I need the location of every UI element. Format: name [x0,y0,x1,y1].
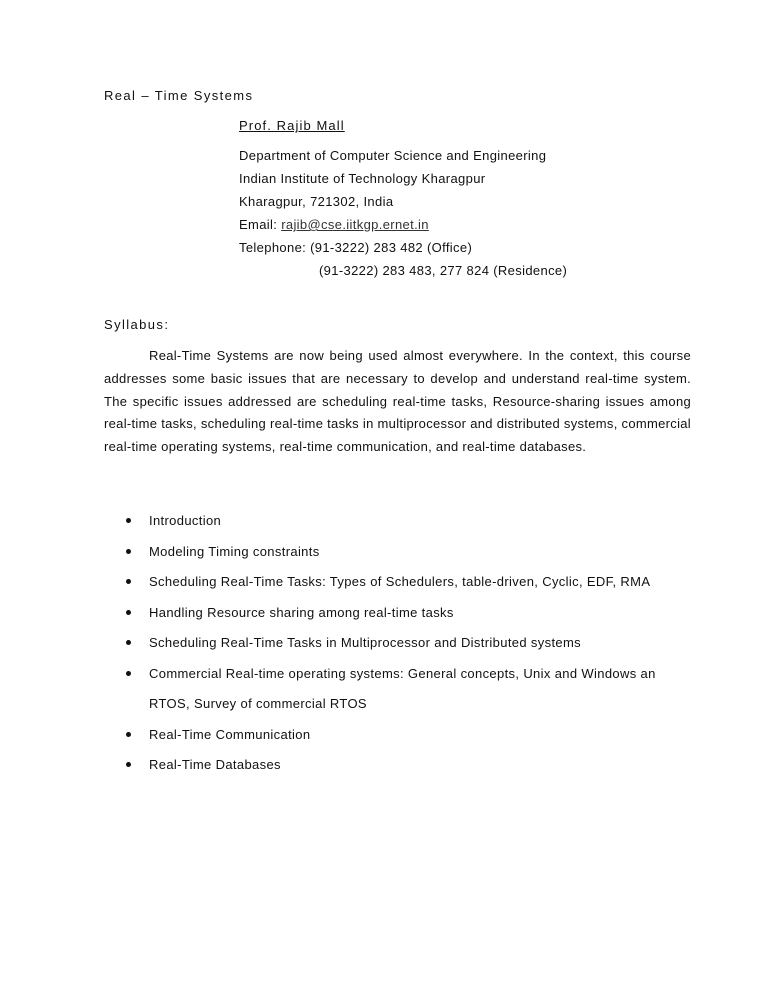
topic-text: Scheduling Real-Time Tasks in Multiprocessor and Distributed systems [149,635,582,650]
topic-text: Handling Resource sharing among real-time tasks [149,604,454,620]
address-line: Kharagpur, 721302, India [239,194,394,209]
topic-text: Scheduling Real-Time Tasks: Types of Schedulers, table-driven, Cyclic, EDF, RMA [149,574,651,589]
bullet-icon [126,732,131,737]
list-item [104,544,704,560]
department-line: Department of Computer Science and Engineering [239,148,547,163]
bullet-icon [126,762,131,767]
author-block [239,118,567,286]
topic-text: Introduction [149,513,222,528]
topic-text: Real-Time Communication [149,726,311,742]
topic-text: Real-Time Databases [149,757,281,772]
institute-line: Indian Institute of Technology Kharagpur [239,171,486,186]
list-item [104,659,704,720]
list-item [104,513,704,529]
email-link[interactable]: rajib@cse.iitkgp.ernet.in [281,217,429,232]
bullet-icon [126,671,131,676]
list-item [104,574,704,590]
bullet-icon [126,610,131,615]
list-item [104,757,704,773]
spacer [239,141,567,148]
list-item [104,605,704,621]
topic-text-continued: RTOS, Survey of commercial RTOS [149,696,367,711]
topic-text: Commercial Real-time operating systems: General concepts, Unix and Windows an [149,665,656,681]
telephone-office-line: Telephone: (91-3222) 283 482 (Office) [239,240,473,255]
author-name-text: Prof. Rajib Mall [239,118,345,133]
author-name [239,118,567,141]
list-item [104,635,704,651]
bullet-icon [126,549,131,554]
list-item [104,727,704,743]
topic-list [104,513,704,788]
syllabus-label: Syllabus: [104,317,170,332]
bullet-icon [126,640,131,645]
email-label: Email: [239,217,282,232]
syllabus-paragraph: Real-Time Systems are now being used almost everywhere. In the context, this course addresses some basic issues that are necessary to develop and understand real-time system. The specific issues addressed are scheduling real-time tasks, Resource-sharing issues among real-time tasks, scheduling real-time tasks in multiprocessor and distributed systems, commercial real-time operating systems, real-time communication, and real-time databases. [104,348,691,455]
topic-text: Modeling Timing constraints [149,543,320,559]
email-line [239,217,567,240]
document-title: Real – Time Systems [104,88,254,103]
telephone-residence-line: (91-3222) 283 483, 277 824 (Residence) [319,263,568,278]
bullet-icon [126,579,131,584]
bullet-icon [126,518,131,523]
